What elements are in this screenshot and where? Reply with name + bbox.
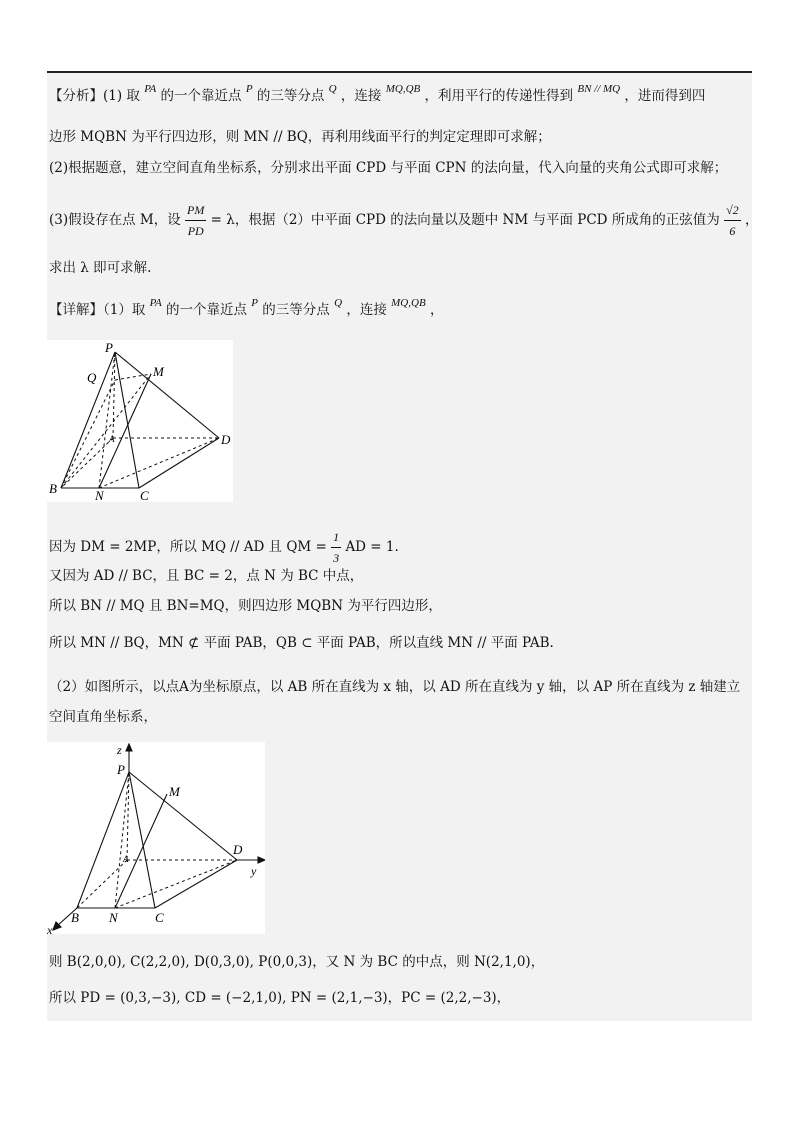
detail-line-7: 空间直角坐标系， xyxy=(49,709,157,725)
text: = λ，根据（2）中平面 CPD 的法向量以及题中 NM 与平面 PCD 所成角的正弦值为 xyxy=(210,212,720,228)
math: BN // MQ xyxy=(577,83,621,95)
math: MQ,QB xyxy=(391,297,426,309)
axis-z-arrow xyxy=(126,744,132,751)
math: PA xyxy=(144,83,157,95)
label-c: C xyxy=(140,488,149,502)
label-m: M xyxy=(169,784,180,799)
edge-pd xyxy=(115,352,219,438)
analysis-line-4: (3)假设存在点 M，设 $\frac{PM}{PD}$ = λ，根据（2）中平面 CPD 的法向量以及题中 NM 与平面 PCD 所成角的正弦值为 $\frac{√2}{6}$ ， xyxy=(49,200,758,241)
text: 的一个靠近点 xyxy=(160,88,242,104)
fraction-pm-pd xyxy=(185,200,206,241)
label-z: z xyxy=(117,743,122,757)
pyramid-diagram-2 xyxy=(47,742,265,934)
edge-pd xyxy=(129,772,237,860)
edge-ab xyxy=(77,860,127,908)
detail-line-3: 又因为 AD // BC，且 BC = 2，点 N 为 BC 中点， xyxy=(49,568,364,584)
numerator: PM xyxy=(185,200,206,221)
analysis-line-3: (2)根据题意，建立空间直角坐标系，分别求出平面 CPD 与平面 CPN 的法向量，代入向量的夹角公式即可求解； xyxy=(49,160,728,176)
text: 因为 DM = 2MP，所以 MQ // AD 且 QM = xyxy=(49,539,327,555)
label-q: Q xyxy=(87,370,97,385)
label-y: y xyxy=(251,864,257,878)
edge-cd xyxy=(139,438,219,488)
label-m: M xyxy=(153,364,164,379)
label-d: D xyxy=(233,842,243,857)
edge-pc xyxy=(115,352,139,488)
text: 的三等分点 xyxy=(262,302,330,318)
detail-line-4: 所以 BN // MQ 且 BN=MQ，则四边形 MQBN 为平行四边形， xyxy=(49,598,442,614)
text: AD = 1. xyxy=(345,539,399,555)
text: ，利用平行的传递性得到 xyxy=(424,88,574,104)
edge-pa xyxy=(127,772,129,860)
detail-line-1 xyxy=(49,297,444,321)
label-b: B xyxy=(71,910,79,925)
numerator: √2 xyxy=(724,200,741,221)
label-p: P xyxy=(117,762,125,777)
math: P xyxy=(245,83,253,95)
label-p: P xyxy=(105,340,113,355)
detail-line-6: （2）如图所示，以点A为坐标原点，以 AB 所在直线为 x 轴，以 AD 所在直线为 y 轴，以 AP 所在直线为 z 轴建立 xyxy=(49,679,741,695)
edge-nm xyxy=(99,374,151,488)
label-b: B xyxy=(49,481,57,496)
pyramid-figure-2 xyxy=(47,742,265,934)
math: Q xyxy=(334,297,343,309)
edge-np xyxy=(115,772,129,908)
edge-pc xyxy=(129,772,155,908)
math: MQ,QB xyxy=(385,83,421,95)
edge-nm xyxy=(115,794,167,908)
text: ， xyxy=(429,302,444,318)
axis-y-arrow xyxy=(258,857,265,863)
denominator: PD xyxy=(187,224,204,238)
text: (3)假设存在点 M，设 xyxy=(49,212,181,228)
label-c: C xyxy=(155,910,164,925)
edge-nd xyxy=(99,438,219,488)
text: ，连接 xyxy=(340,88,382,104)
denominator: 3 xyxy=(333,551,340,565)
text: 的三等分点 xyxy=(256,88,325,104)
detail-line-2 xyxy=(49,527,399,568)
edge-pa xyxy=(113,352,115,438)
edge-ab xyxy=(61,438,113,488)
label-d: D xyxy=(221,432,231,447)
analysis-line-1 xyxy=(49,83,706,107)
text: 【详解】（1）取 xyxy=(49,302,146,318)
pyramid-diagram-1 xyxy=(47,340,233,502)
text: ，进而得到四 xyxy=(624,88,706,104)
label-a: A xyxy=(109,434,115,444)
top-rule xyxy=(47,71,752,73)
math: Q xyxy=(328,83,337,95)
detail-line-5: 所以 MN // BQ，MN ⊄ 平面 PAB，QB ⊂ 平面 PAB，所以直线 MN // 平面 PAB. xyxy=(49,635,554,651)
label-a: A xyxy=(123,854,129,864)
detail-line-9: 所以 PD = (0,3,−3), CD = (−2,1,0), PN = (2,1,−3)，PC = (2,2,−3)， xyxy=(49,990,511,1006)
math: P xyxy=(251,297,258,309)
edge-pb xyxy=(77,772,129,908)
label-n: N xyxy=(109,910,118,925)
fraction-sqrt2-6 xyxy=(724,200,741,241)
edge-cd xyxy=(155,860,237,908)
text: 【分析】(1) 取 xyxy=(49,88,140,104)
detail-line-8: 则 B(2,0,0), C(2,2,0), D(0,3,0), P(0,0,3)，又 N 为 BC 的中点，则 N(2,1,0)， xyxy=(49,954,545,970)
denominator: 6 xyxy=(729,224,736,238)
analysis-line-2: 边形 MQBN 为平行四边形，则 MN // BQ，再利用线面平行的判定定理即可求解； xyxy=(49,129,551,145)
label-n: N xyxy=(95,488,104,502)
text: 的一个靠近点 xyxy=(165,302,247,318)
fraction-one-third xyxy=(331,527,341,568)
numerator: 1 xyxy=(331,527,341,548)
edge-bm xyxy=(61,374,151,488)
text: ，连接 xyxy=(346,302,387,318)
pyramid-figure-1 xyxy=(47,340,233,502)
analysis-line-5: 求出 λ 即可求解. xyxy=(49,260,152,276)
math: PA xyxy=(149,297,162,309)
label-x: x xyxy=(47,923,53,934)
